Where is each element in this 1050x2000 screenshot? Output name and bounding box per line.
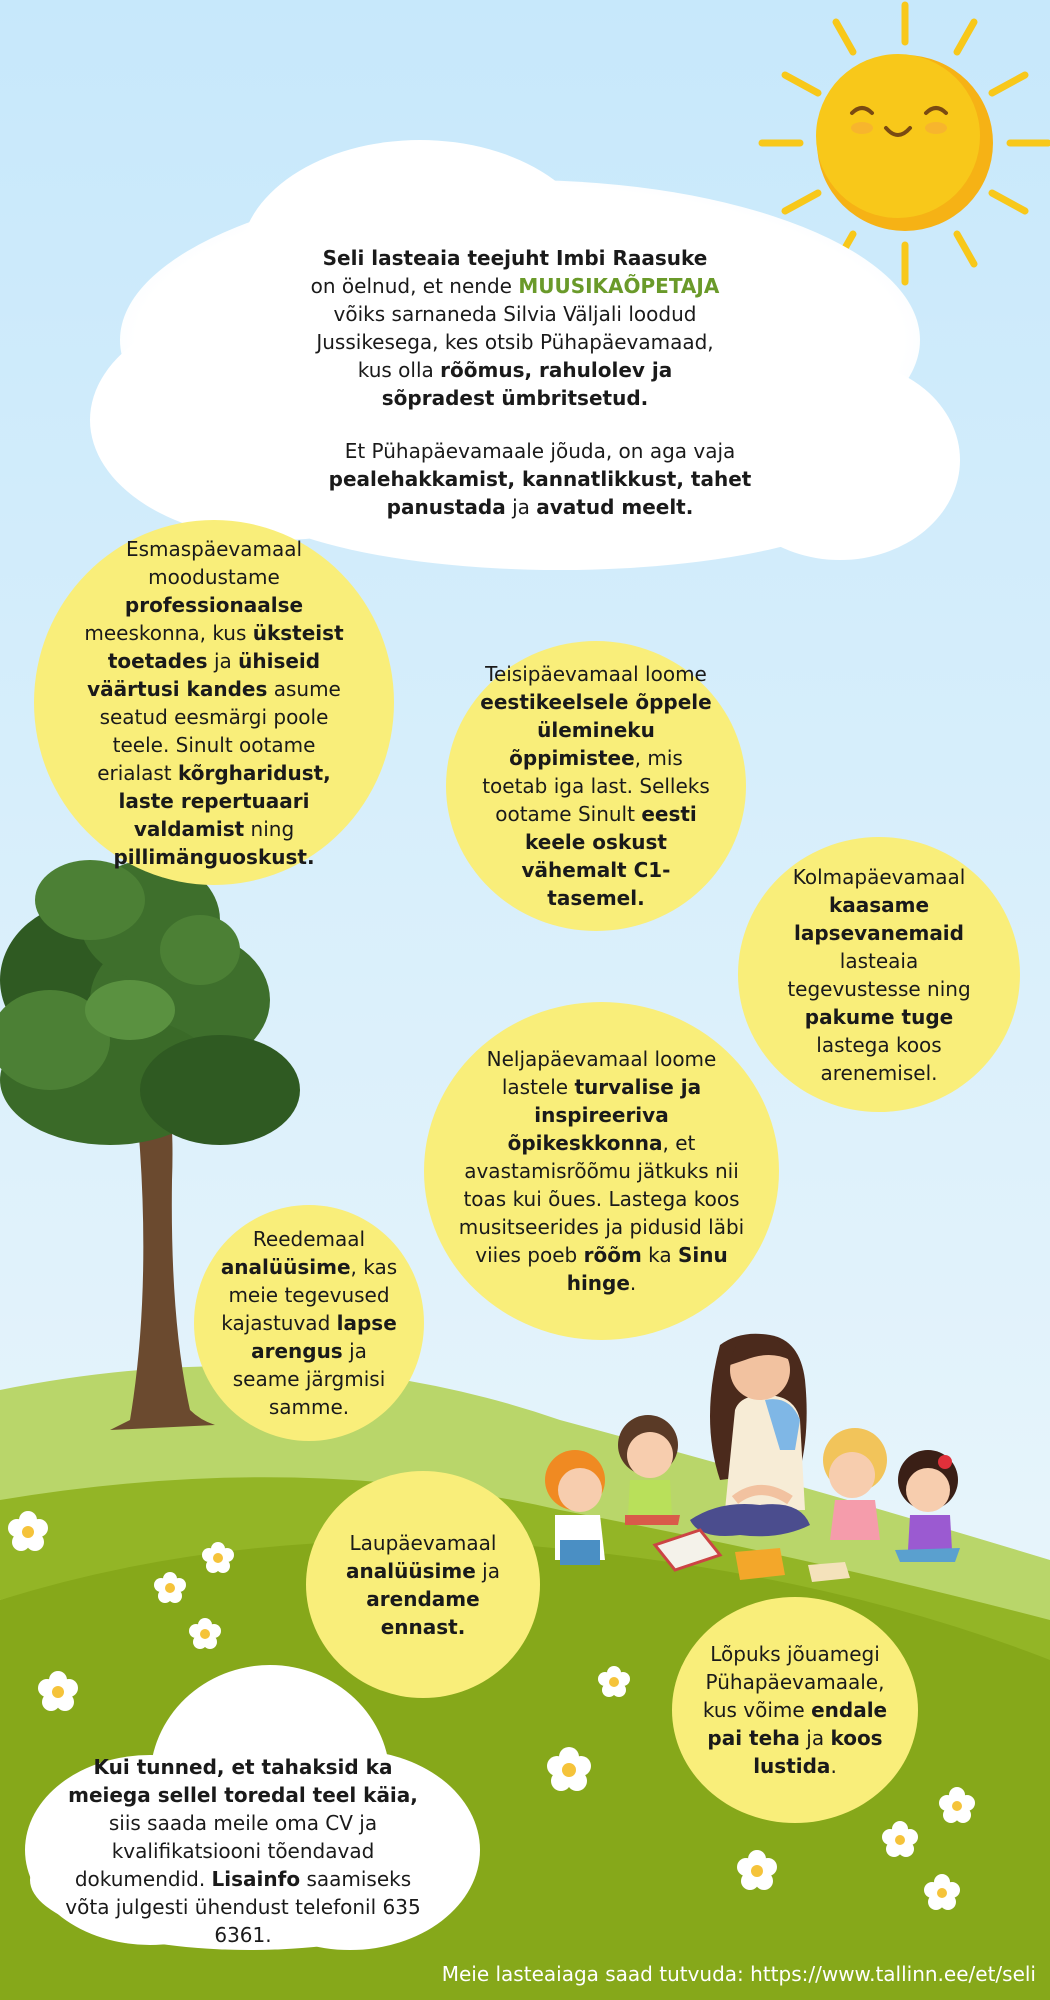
circle-wednesday: Kolmapäevamaal kaasame lapsevanemaid lasteaia tegevustesse ning pakume tuge lastega koos arenemisel. <box>738 837 1020 1112</box>
circle-monday: Esmaspäevamaal moodustame professionaalse meeskonna, kus üksteist toetades ja ühiseid väärtusi kandes asume seatud eesmärgi poole teele. Sinult ootame erialast kõrgharidust, laste repertuaari valdamist ning pillimänguoskust. <box>34 520 394 885</box>
circle-saturday: Laupäevamaal analüüsime ja arendame ennast. <box>306 1471 540 1698</box>
intro-paragraph-2: Et Pühapäevamaale jõuda, on aga vaja pealehakkamist, kannatlikkust, tahet panustada ja avatud meelt. <box>328 439 752 519</box>
contact-text: Kui tunned, et tahaksid ka meiega sellel toredal teel käia, siis saada meile oma CV ja kvalifikatsiooni tõendavad dokumendid. Lisainfo saamiseks võta julgesti ühendust telefonil 635 6361. <box>65 1755 421 1947</box>
circle-tuesday: Teisipäevamaal loome eestikeelsele õppele ülemineku õppimistee, mis toetab iga last. Selleks ootame Sinult eesti keele oskust vähemalt C1-tasemel. <box>446 641 746 931</box>
footer-link-text[interactable]: Meie lasteaiaga saad tutvuda: https://www.tallinn.ee/et/seli <box>441 1962 1036 1986</box>
circle-sunday: Lõpuks jõuamegi Pühapäevamaale, kus võime endale pai teha ja koos lustida. <box>672 1597 918 1823</box>
circle-thursday: Neljapäevamaal loome lastele turvalise ja inspireeriva õpikeskkonna, et avastamisrõõmu jätkuks nii toas kui õues. Lastega koos musitseerides ja pidusid läbi viies poeb rõõm ka Sinu hinge. <box>424 1002 779 1340</box>
intro-paragraph-1: Seli lasteaia teejuht Imbi Raasuke on öelnud, et nende MUUSIKAÕPETAJA võiks sarnaneda Silvia Väljali loodud Jussikesega, kes otsib Pühapäevamaad, kus olla rõõmus, rahulolev ja sõpradest ümbritsetud. <box>310 246 720 410</box>
circle-friday: Reedemaal analüüsime, kas meie tegevused kajastuvad lapse arengus ja seame järgmisi samme. <box>194 1205 424 1441</box>
